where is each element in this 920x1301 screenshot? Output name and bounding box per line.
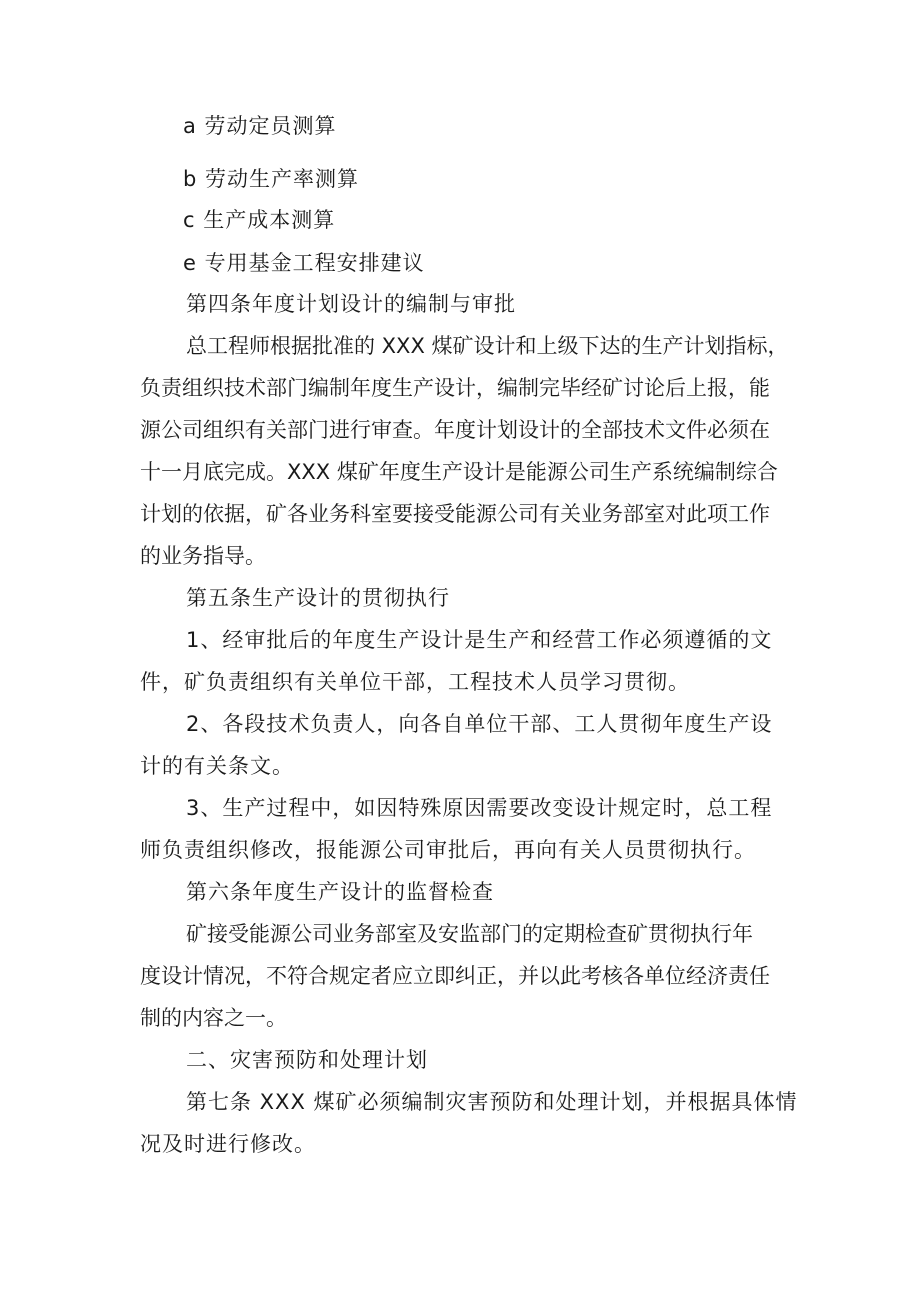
article4-line: 十一月底完成。XXX 煤矿年度生产设计是能源公司生产系统编制综合: [140, 460, 778, 484]
list-item-a: a 劳动定员测算: [183, 114, 337, 138]
article4-line: 总工程师根据批准的 XXX 煤矿设计和上级下达的生产计划指标，: [186, 334, 789, 358]
article5-heading: 第五条生产设计的贯彻执行: [186, 586, 450, 610]
list-item-e: e 专用基金工程安排建议: [183, 251, 425, 275]
article6-line: 度设计情况，不符合规定者应立即纠正，并以此考核各单位经济责任: [140, 964, 770, 988]
article5-item3-line: 师负责组织修改，报能源公司审批后，再向有关人员贯彻执行。: [140, 838, 756, 862]
article4-line: 的业务指导。: [140, 544, 266, 568]
article6-heading: 第六条年度生产设计的监督检查: [186, 880, 494, 904]
article6-line: 矿接受能源公司业务部室及安监部门的定期检查矿贯彻执行年: [186, 922, 753, 946]
article6-line: 制的内容之一。: [140, 1006, 287, 1030]
article4-line: 负责组织技术部门编制年度生产设计，编制完毕经矿讨论后上报，能: [140, 376, 770, 400]
article7-line: 况及时进行修改。: [140, 1132, 316, 1156]
article4-line: 源公司组织有关部门进行审查。年度计划设计的全部技术文件必须在: [140, 418, 770, 442]
article7-line: 第七条 XXX 煤矿必须编制灾害预防和处理计划，并根据具体情: [186, 1090, 798, 1114]
article4-line: 计划的依据，矿各业务科室要接受能源公司有关业务部室对此项工作: [140, 502, 770, 526]
article5-item3-line: 3、生产过程中，如因特殊原因需要改变设计规定时，总工程: [186, 796, 773, 820]
section2-heading: 二、灾害预防和处理计划: [186, 1048, 428, 1072]
article4-heading: 第四条年度计划设计的编制与审批: [186, 292, 516, 316]
article5-item1-line: 1、经审批后的年度生产设计是生产和经营工作必须遵循的文: [186, 628, 773, 652]
article5-item2-line: 计的有关条文。: [140, 754, 294, 778]
article5-item1-line: 件，矿负责组织有关单位干部，工程技术人员学习贯彻。: [140, 670, 690, 694]
list-item-c: c 生产成本测算: [183, 208, 336, 232]
list-item-b: b 劳动生产率测算: [183, 167, 360, 191]
article5-item2-line: 2、各段技术负责人，向各自单位干部、工人贯彻年度生产设: [186, 712, 773, 736]
